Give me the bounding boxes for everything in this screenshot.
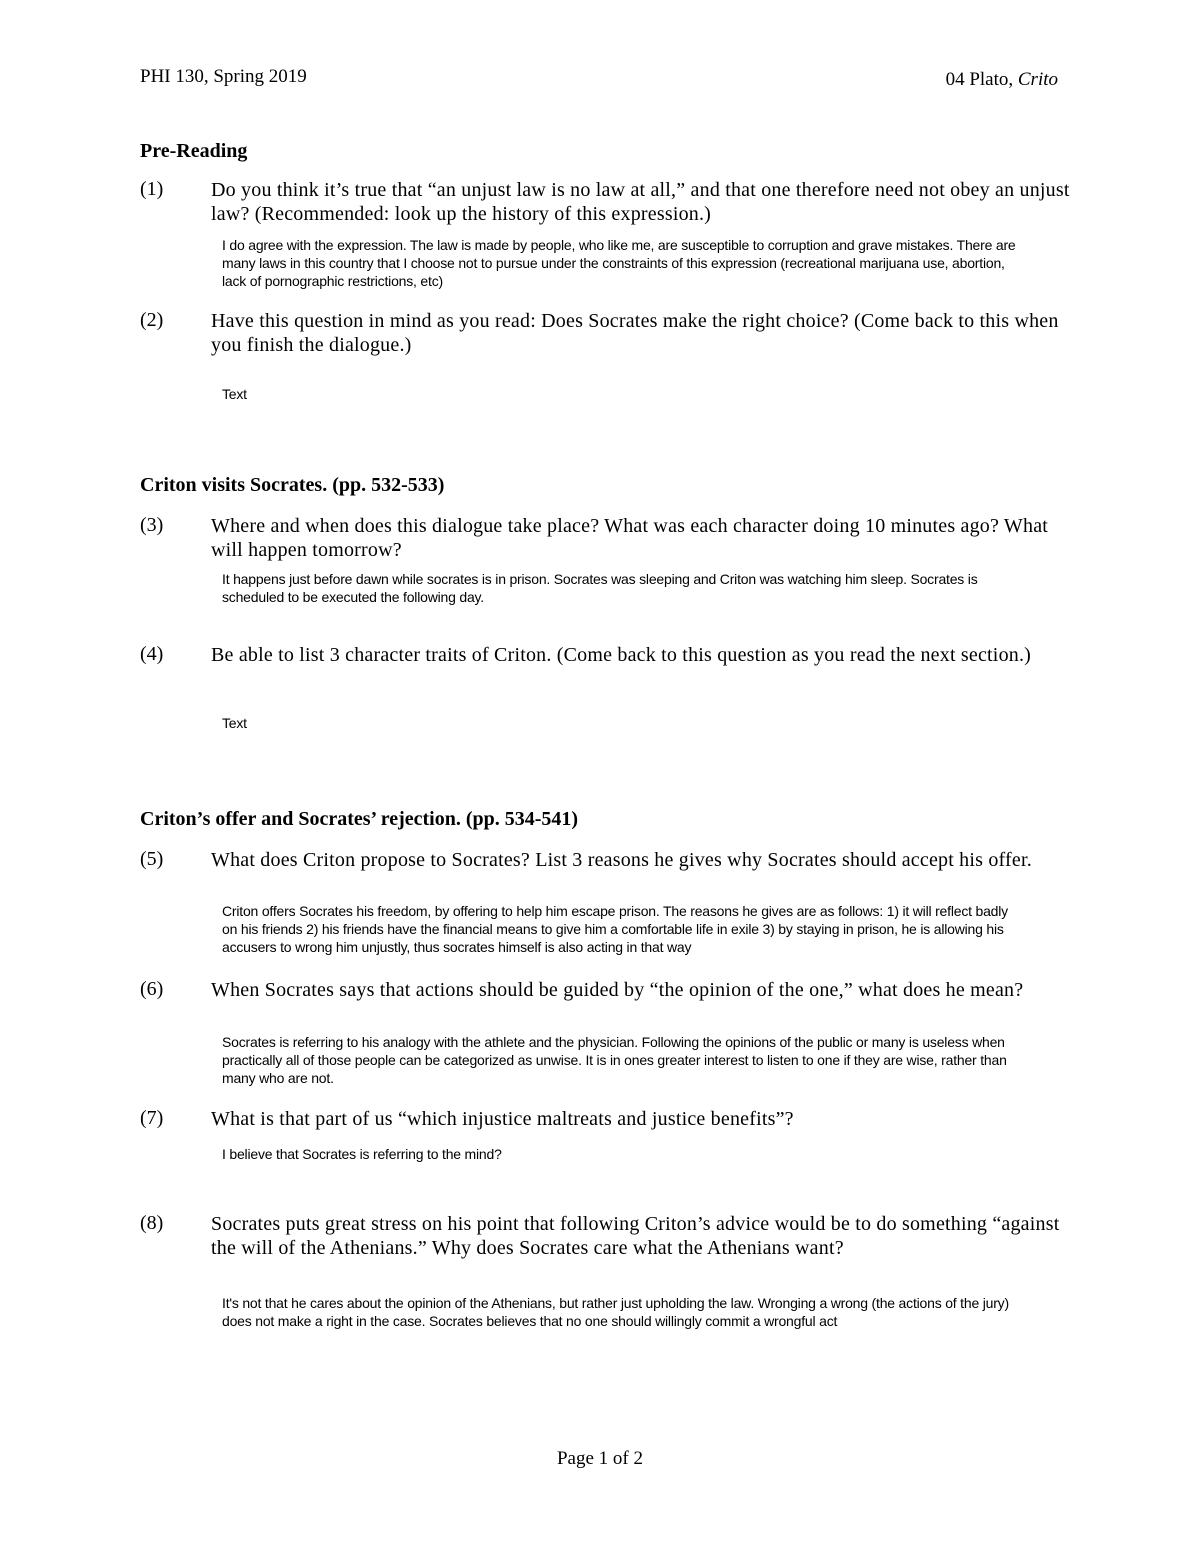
question-text: What does Criton propose to Socrates? List 3 reasons he gives why Socrates should accept his offer. [211,849,1032,871]
question-number: (7) [140,1107,164,1129]
answer-text[interactable]: I do agree with the expression. The law is made by people, who like me, are susceptible to corruption and grave mistakes. There are many laws in this country that I choose not to pursue under the constraints of this expression (recreational marijuana use, abortion, lack of pornographic restrictions, etc) [222,237,1016,289]
question-number: (8) [140,1212,164,1234]
question-text: Do you think it’s true that “an unjust law is no law at all,” and that one therefore need not obey an unjust law? (Recommended: look up the history of this expression.) [211,179,1070,225]
reading-header [946,69,1058,91]
question-number: (2) [140,309,164,331]
answer-text[interactable]: Criton offers Socrates his freedom, by offering to help him escape prison. The reasons he gives are as follows: 1) it will reflect badly on his friends 2) his friends have the financial means to give him a comfortable life in exile 3) by staying in prison, he is allowing his accusers to wrong him unjustly, thus socrates himself is also acting in that way [222,903,1008,955]
question-text: Socrates puts great stress on his point that following Criton’s advice would be to do something “against the will of the Athenians.” Why does Socrates care what the Athenians want? [211,1213,1060,1259]
question-text: Be able to list 3 character traits of Criton. (Come back to this question as you read the next section.) [211,644,1032,666]
question-text: What is that part of us “which injustice maltreats and justice benefits”? [211,1108,794,1130]
section-heading-pre-reading: Pre-Reading [140,140,248,162]
answer-text[interactable]: Text [222,386,247,402]
section-heading-criton-visits: Criton visits Socrates. (pp. 532-533) [140,474,445,496]
question-text: When Socrates says that actions should be guided by “the opinion of the one,” what does he mean? [211,979,1024,1001]
question-number: (1) [140,178,164,200]
answer-text[interactable]: Socrates is referring to his analogy with the athlete and the physician. Following the opinions of the public or many is useless when practically all of those people can be categorized as unwise. It is in ones greater interest to listen to one if they are wise, rather than many who are not. [222,1034,1007,1086]
section-heading-criton-offer: Criton’s offer and Socrates’ rejection. (pp. 534-541) [140,808,579,830]
question-number: (5) [140,848,164,870]
course-header: PHI 130, Spring 2019 [140,66,307,87]
page-number: Page 1 of 2 [556,1448,643,1469]
question-number: (3) [140,514,164,536]
reading-title: Crito [1017,69,1058,90]
question-text: Have this question in mind as you read: Does Socrates make the right choice? (Come back to this when you finish the dialogue.) [211,310,1059,356]
answer-text[interactable]: Text [222,715,247,731]
answer-text[interactable]: It happens just before dawn while socrates is in prison. Socrates was sleeping and Criton was watching him sleep. Socrates is scheduled to be executed the following day. [222,571,978,605]
question-text: Where and when does this dialogue take place? What was each character doing 10 minutes ago? What will happen tomorrow? [211,515,1049,561]
question-number: (4) [140,643,164,665]
answer-text[interactable]: I believe that Socrates is referring to the mind? [222,1146,502,1162]
reading-prefix: 04 Plato, [945,69,1018,90]
question-number: (6) [140,978,164,1000]
answer-text[interactable]: It's not that he cares about the opinion of the Athenians, but rather just upholding the law. Wronging a wrong (the actions of the jury) does not make a right in the case. Socrates believes that no one should willingly commit a wrongful act [222,1295,1009,1329]
